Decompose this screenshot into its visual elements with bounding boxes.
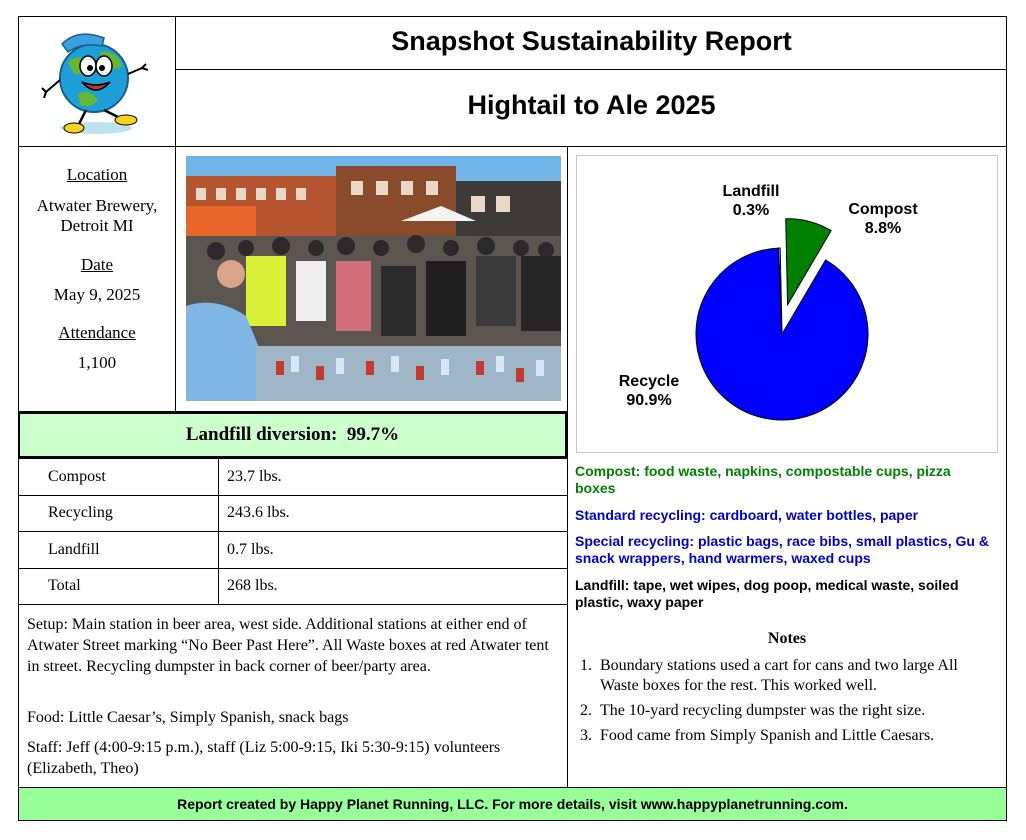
pie-label-landfill: Landfill — [722, 183, 780, 200]
table-row-landfill-value: 0.7 lbs. — [227, 541, 274, 558]
diversion-label: Landfill diversion: — [185, 424, 338, 445]
diversion-text — [20, 414, 565, 456]
notes-list — [574, 656, 994, 751]
standard-recycling-category: Standard recycling: cardboard, water bottles, paper — [575, 507, 919, 523]
notes-title: Notes — [767, 630, 807, 647]
table-row-total-label: Total — [48, 577, 81, 594]
table-row-compost-value: 23.7 lbs. — [227, 468, 282, 485]
attendance-value: 1,100 — [77, 353, 117, 372]
landfill-diversion-banner — [18, 412, 567, 458]
pie-label-recycle: Recycle — [618, 373, 680, 390]
staff-text: Staff: Jeff (4:00-9:15 p.m.), staff (Liz 5:00-9:15, Iki 5:30-9:15) volunteers (Elizabeth, Theo) — [27, 739, 501, 777]
table-row-recycling-label: Recycling — [48, 504, 113, 521]
date-label: Date — [80, 255, 114, 274]
location-label: Location — [66, 165, 128, 184]
pie-value-recycle: 90.9% — [626, 392, 672, 409]
table-row-total-value: 268 lbs. — [227, 577, 278, 594]
event-name: Hightail to Ale 2025 — [467, 90, 716, 120]
compost-category: Compost: food waste, napkins, compostable cups, pizza boxes — [575, 463, 951, 496]
pie-label-compost: Compost — [848, 201, 918, 218]
setup-text: Setup: Main station in beer area, west side. Additional stations at either end of Atwater Street marking “No Beer Past Here”. All Waste boxes at red Atwater tent in street. Recycling dumpster in back corner of beer/party area. — [27, 616, 549, 675]
note-item: 2. The 10-yard recycling dumpster was the right size. — [596, 701, 994, 721]
waste-pie-chart — [576, 155, 998, 453]
footer-text: Report created by Happy Planet Running, LLC. For more details, visit www.happyplanetrunning.com. — [177, 796, 848, 812]
date-value: May 9, 2025 — [53, 285, 141, 304]
table-row-compost-label: Compost — [48, 468, 106, 485]
location-value: Atwater Brewery, Detroit MI — [36, 196, 158, 235]
pie-value-landfill: 0.3% — [732, 202, 770, 219]
pie-value-compost: 8.8% — [864, 220, 902, 237]
event-photo — [186, 156, 561, 401]
table-row-landfill-label: Landfill — [48, 541, 100, 558]
table-row-recycling-value: 243.6 lbs. — [227, 504, 290, 521]
attendance-label: Attendance — [58, 323, 136, 342]
pie-svg — [577, 156, 997, 452]
landfill-category: Landfill: tape, wet wipes, dog poop, medical waste, soiled plastic, waxy paper — [575, 577, 959, 610]
globe-mascot-logo — [38, 22, 158, 140]
note-item: 3. Food came from Simply Spanish and Little Caesars. — [596, 726, 994, 746]
diversion-value: 99.7% — [346, 424, 400, 445]
report-footer — [18, 787, 1007, 821]
special-recycling-category: Special recycling: plastic bags, race bibs, small plastics, Gu & snack wrappers, hand warmers, waxed cups — [575, 533, 989, 566]
note-item: 1. Boundary stations used a cart for cans and two large All Waste boxes for the rest. This worked well. — [596, 656, 994, 696]
report-title: Snapshot Sustainability Report — [391, 26, 792, 56]
food-text: Food: Little Caesar’s, Simply Spanish, snack bags — [27, 709, 349, 726]
pie-slice-recycle — [696, 248, 868, 420]
